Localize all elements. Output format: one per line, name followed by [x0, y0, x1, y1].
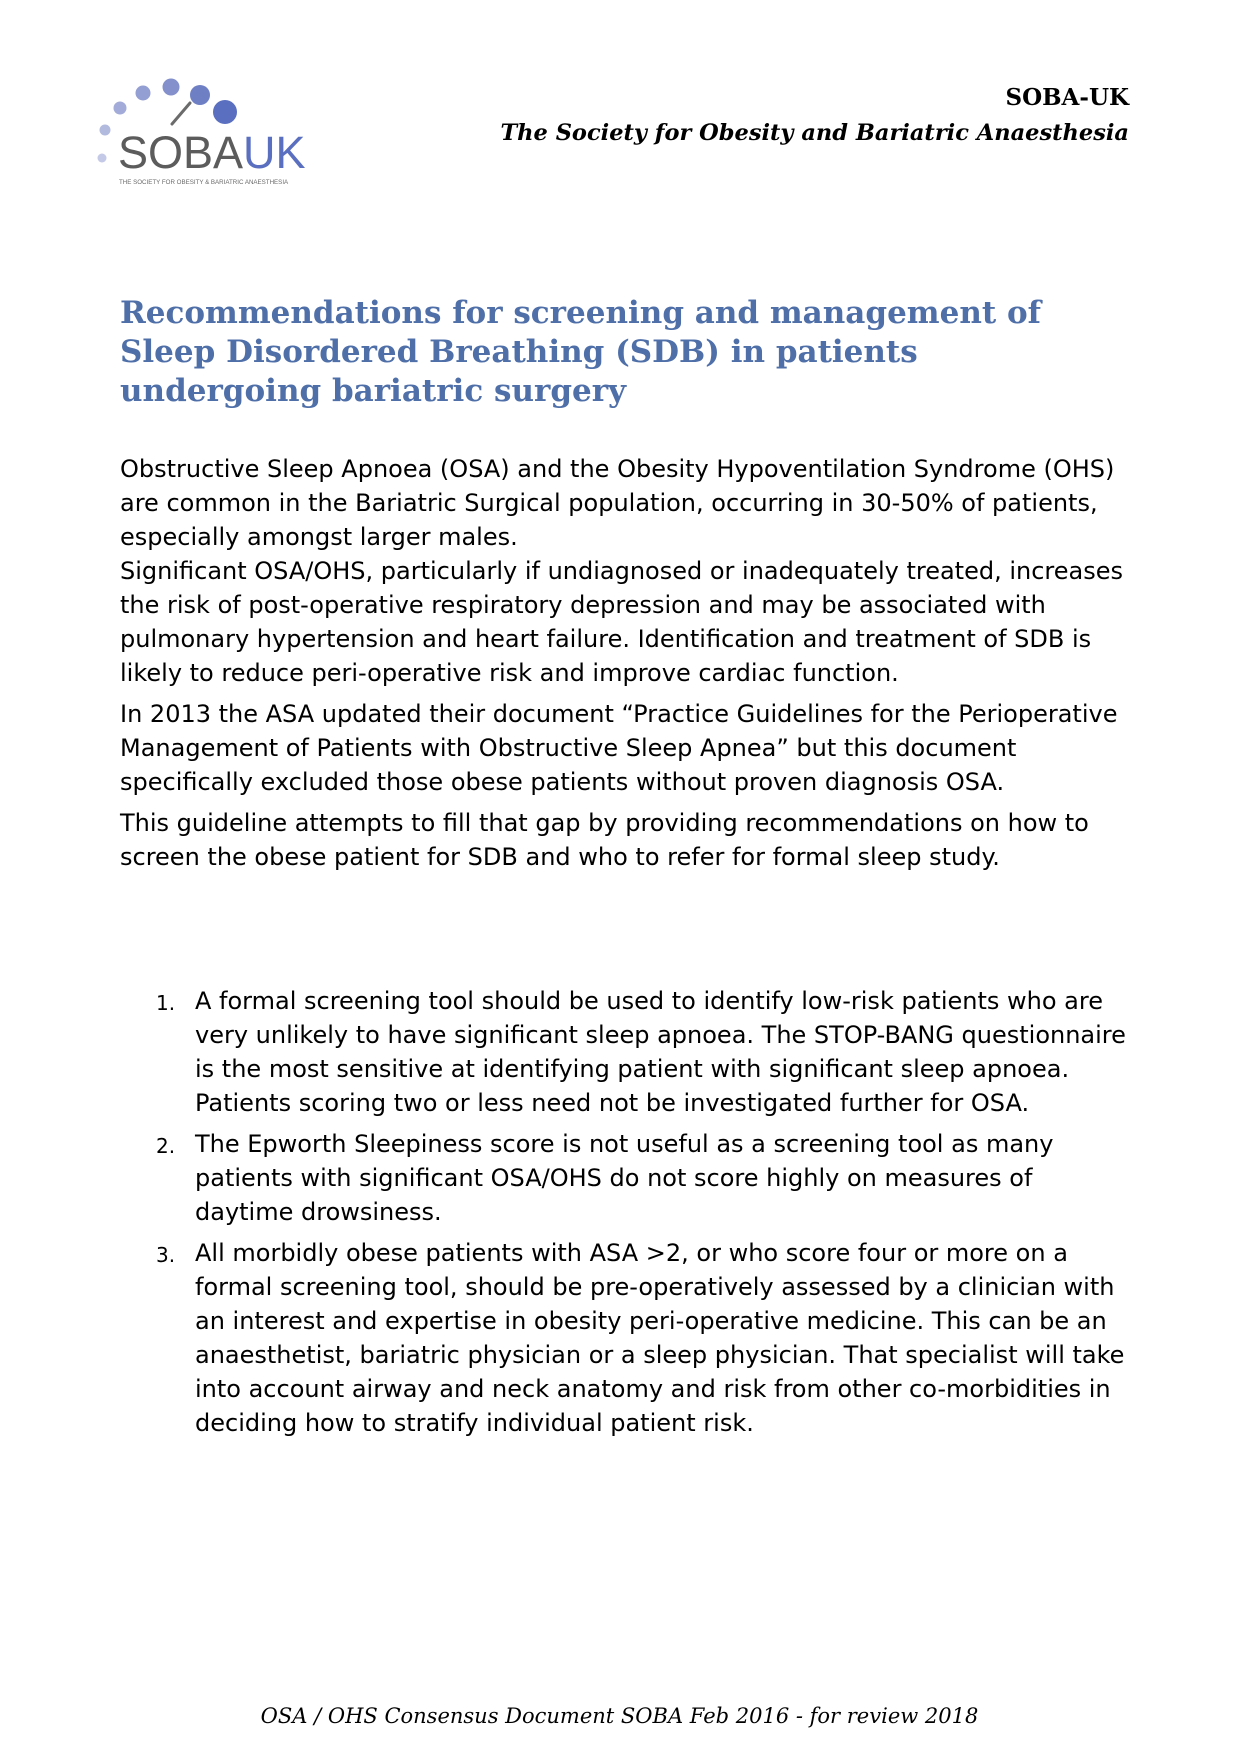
header-organisation: [500, 84, 1129, 148]
recommendation-number: 1.: [156, 991, 176, 1015]
org-full-name: The Society for Obesity and Bariatric Anaesthesia: [500, 120, 1129, 146]
logo-dot: [100, 125, 111, 136]
logo-dot: [163, 79, 180, 96]
recommendation-item: [120, 1236, 1130, 1440]
logo-graphic: [92, 72, 332, 212]
logo-dot: [190, 85, 210, 105]
logo-dot: [114, 102, 127, 115]
logo-tagline: THE SOCIETY FOR OBESITY & BARIATRIC ANAESTHESIA: [119, 179, 289, 186]
recommendation-text: A formal screening tool should be used to identify low-risk patients who are very unlikely to have significant sleep apnoea. The STOP-BANG questionnaire is the most sensitive at identifying patient with significant sleep apnoea. Patients scoring two or less need not be investigated further for OSA.: [195, 987, 1126, 1117]
recommendation-item: [120, 1127, 1130, 1229]
recommendations-list: [120, 984, 1130, 1447]
intro-paragraph: In 2013 the ASA updated their document “Practice Guidelines for the Perioperative Management of Patients with Obstructive Sleep Apnea” but this document specifically excluded those obese patients without proven diagnosis OSA.: [120, 700, 1118, 796]
logo-dot: [213, 100, 237, 124]
logo-dot: [98, 154, 107, 163]
page-footer: OSA / OHS Consensus Document SOBA Feb 2016 - for review 2018: [260, 1704, 979, 1728]
intro-paragraph: Obstructive Sleep Apnoea (OSA) and the Obesity Hypoventilation Syndrome (OHS) are common in the Bariatric Surgical population, occurring in 30-50% of patients, especially amongst larger males.: [120, 455, 1115, 551]
org-short-name: SOBA-UK: [1005, 84, 1129, 111]
logo-dot: [136, 86, 151, 101]
logo-needle: [172, 103, 190, 124]
recommendation-number: 3.: [156, 1243, 176, 1267]
recommendation-text: The Epworth Sleepiness score is not useful as a screening tool as many patients with significant OSA/OHS do not score highly on measures of daytime drowsiness.: [195, 1130, 1054, 1226]
logo-wordmark: SOBAUK: [118, 127, 306, 178]
soba-uk-logo: [92, 72, 332, 212]
introduction: [120, 452, 1130, 881]
document-title: Recommendations for screening and management of Sleep Disordered Breathing (SDB) in patients undergoing bariatric surgery: [120, 295, 1041, 409]
intro-paragraph: Significant OSA/OHS, particularly if undiagnosed or inadequately treated, increases the risk of post-operative respiratory depression and may be associated with pulmonary hypertension and heart failure. Identification and treatment of SDB is likely to reduce peri-operative risk and improve cardiac function.: [120, 557, 1124, 687]
recommendation-number: 2.: [156, 1134, 176, 1158]
recommendation-item: [120, 984, 1130, 1120]
intro-paragraph: This guideline attempts to fill that gap by providing recommendations on how to screen the obese patient for SDB and who to refer for formal sleep study.: [120, 809, 1089, 871]
recommendation-text: All morbidly obese patients with ASA >2, or who score four or more on a formal screening tool, should be pre-operatively assessed by a clinician with an interest and expertise in obesity peri-operative medicine. This can be an anaesthetist, bariatric physician or a sleep physician. That specialist will take into account airway and neck anatomy and risk from other co-morbidities in deciding how to stratify individual patient risk.: [195, 1239, 1125, 1437]
